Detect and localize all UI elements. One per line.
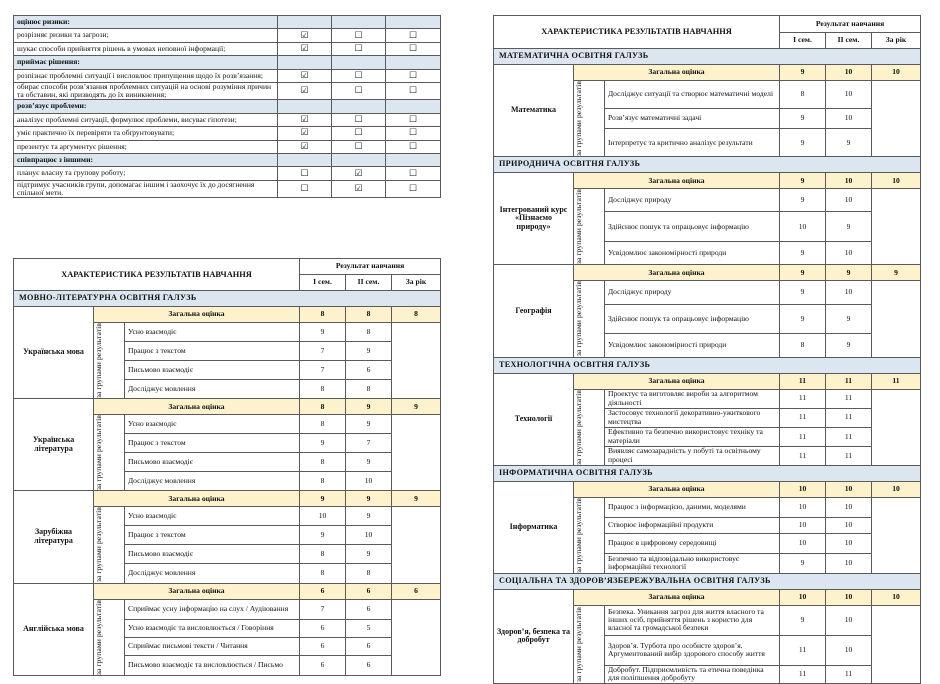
area-title: ІНФОРМАТИЧНА ОСВІТНЯ ГАЛУЗЬ (494, 465, 921, 481)
subject-name: Здоров’я, безпека та добробут (494, 589, 574, 683)
skill-row (14, 42, 441, 55)
result-label: Письмово взаємодіє (125, 361, 300, 380)
total-score: 9 (392, 491, 441, 507)
result-label: Проектує та виготовляє вироби за алгоритмом діяльності (605, 389, 780, 408)
group-label-cell (574, 389, 605, 465)
skill-row (14, 167, 441, 180)
checkbox-icon: ☐ (386, 167, 441, 180)
skill-row (14, 127, 441, 140)
score-sem2: 10 (826, 635, 872, 665)
group-label: за групами результатів (94, 599, 103, 675)
skill-group-label: співпрацює з іншими: (14, 153, 278, 166)
group-label-cell (574, 605, 605, 683)
score-sem1: 9 (780, 189, 826, 212)
year-empty (392, 507, 441, 583)
result-label: Безпечно та відповідально використовує інформаційні технології (605, 553, 780, 573)
checkbox-icon: ☐ (386, 69, 441, 82)
result-label: Працює з текстом (125, 434, 300, 453)
total-score: 10 (872, 589, 921, 605)
result-label: Працює з текстом (125, 526, 300, 545)
subject-name: Інформатика (494, 481, 574, 573)
score-sem1: 11 (780, 665, 826, 683)
subject-total-row (14, 491, 441, 507)
score-sem2: 9 (346, 453, 392, 472)
score-sem2: 11 (826, 446, 872, 465)
skill-label: підтримує учасників групи, допомагає іншим і заохочує їх до досягнення спільної мети. (14, 180, 278, 197)
total-score: 8 (346, 307, 392, 323)
total-label: Загальна оцінка (94, 307, 300, 323)
result-label: Усно взаємодіє (125, 507, 300, 526)
subject-total-row (494, 589, 921, 605)
subject-name: Українська мова (14, 307, 94, 399)
area-row (494, 49, 921, 65)
result-label: Безпека. Уникання загроз для життя власного та інших осіб, прийняття рішень з користю для власної та громадської безпеки (605, 605, 780, 635)
score-sem2: 5 (346, 619, 392, 637)
total-label: Загальна оцінка (574, 65, 780, 81)
total-label: Загальна оцінка (574, 265, 780, 281)
score-sem1: 8 (780, 334, 826, 357)
skill-group-row (14, 16, 441, 29)
score-sem2: 10 (826, 497, 872, 517)
result-label: Усвідомлює закономірності природи (605, 242, 780, 265)
group-label: за групами результатів (574, 606, 583, 682)
skill-label: планує власну та групову роботу; (14, 167, 278, 180)
total-label: Загальна оцінка (574, 173, 780, 189)
col-year: За рік (392, 275, 441, 291)
total-score: 9 (392, 399, 441, 415)
skill-row (14, 82, 441, 99)
score-sem1: 10 (300, 507, 346, 526)
score-sem2: 11 (826, 408, 872, 427)
score-sem2: 9 (346, 545, 392, 564)
result-label: Досліджує мовлення (125, 564, 300, 583)
score-sem1: 6 (300, 619, 346, 637)
total-label: Загальна оцінка (574, 481, 780, 497)
score-sem2: 10 (346, 526, 392, 545)
score-sem2: 9 (346, 415, 392, 434)
score-sem1: 11 (780, 427, 826, 446)
score-sem1: 9 (780, 129, 826, 157)
subject-name: Географія (494, 265, 574, 357)
skill-row (14, 69, 441, 82)
empty-cell (386, 56, 441, 69)
score-sem1: 11 (780, 389, 826, 408)
result-label: Досліджує мовлення (125, 472, 300, 491)
result-label: Усно взаємодіє та висловлюється / Говоріння (125, 619, 300, 637)
area-row (494, 465, 921, 481)
empty-cell (278, 16, 332, 29)
area-title: СОЦІАЛЬНА ТА ЗДОРОВ’ЯЗБЕРЕЖУВАЛЬНА ОСВІТНЯ ГАЛУЗЬ (494, 573, 921, 589)
result-label: Сприймає письмові тексти / Читання (125, 637, 300, 655)
subject-name: Інтегрований курс «Пізнаємо природу» (494, 173, 574, 265)
score-sem2: 7 (346, 434, 392, 453)
result-label: Усно взаємодіє (125, 415, 300, 434)
checkbox-icon: ☐ (332, 42, 386, 55)
col-year: За рік (872, 33, 921, 49)
total-score: 10 (780, 589, 826, 605)
subject-total-row (14, 583, 441, 599)
score-sem2: 11 (826, 427, 872, 446)
skill-label: розпізнає проблемні ситуації і висловлює припущення щодо їх розв’язання; (14, 69, 278, 82)
empty-cell (278, 100, 332, 113)
score-sem2: 10 (826, 242, 872, 265)
total-label: Загальна оцінка (94, 399, 300, 415)
skill-row (14, 113, 441, 126)
total-score: 10 (872, 65, 921, 81)
checkbox-icon: ☐ (278, 180, 332, 197)
total-score: 8 (300, 307, 346, 323)
empty-cell (386, 153, 441, 166)
score-sem1: 8 (300, 415, 346, 434)
skill-group-label: приймає рішення: (14, 56, 278, 69)
result-label: Досліджує природу (605, 189, 780, 212)
skill-group-row (14, 56, 441, 69)
table-title: ХАРАКТЕРИСТИКА РЕЗУЛЬТАТІВ НАВЧАННЯ (494, 16, 780, 49)
checkbox-icon: ☐ (332, 113, 386, 126)
score-sem1: 9 (300, 323, 346, 342)
area-title: ПРИРОДНИЧА ОСВІТНЯ ГАЛУЗЬ (494, 157, 921, 173)
score-sem1: 10 (780, 533, 826, 553)
result-header: Результат навчання (780, 16, 921, 33)
area-title: МОВНО-ЛІТЕРАТУРНА ОСВІТНЯ ГАЛУЗЬ (14, 291, 441, 307)
checkbox-icon: ☑ (278, 69, 332, 82)
score-sem2: 11 (826, 665, 872, 683)
empty-cell (386, 16, 441, 29)
score-sem1: 8 (780, 81, 826, 109)
score-sem2: 10 (826, 281, 872, 304)
result-label: Працює в цифровому середовищі (605, 533, 780, 553)
total-score: 9 (346, 399, 392, 415)
total-score: 10 (872, 481, 921, 497)
skill-row (14, 180, 441, 197)
skills-checklist-table (13, 15, 441, 198)
score-sem1: 9 (300, 434, 346, 453)
score-sem2: 10 (826, 517, 872, 533)
skill-label: обирає способи розв’язання проблемних ситуацій на основі розуміння причин та обставин, які призводять до їх виникнення; (14, 82, 278, 99)
group-label: за групами результатів (94, 507, 103, 583)
score-sem1: 8 (300, 380, 346, 399)
empty-cell (332, 153, 386, 166)
score-sem2: 9 (826, 304, 872, 334)
score-sem2: 10 (826, 553, 872, 573)
score-sem1: 7 (300, 342, 346, 361)
result-label: Досліджує ситуації та створює математичні моделі (605, 81, 780, 109)
total-score: 11 (872, 373, 921, 389)
score-sem1: 9 (300, 526, 346, 545)
result-label: Досліджує природу (605, 281, 780, 304)
skill-group-row (14, 153, 441, 166)
skill-label: уміє практично їх перевіряти та обґрунтовувати; (14, 127, 278, 140)
col-sem2: ІІ сем. (346, 275, 392, 291)
checkbox-icon: ☐ (386, 127, 441, 140)
total-score: 9 (300, 491, 346, 507)
score-sem2: 10 (826, 533, 872, 553)
score-sem1: 10 (780, 212, 826, 242)
group-label: за групами результатів (94, 415, 103, 491)
score-sem2: 10 (826, 108, 872, 129)
total-score: 10 (826, 589, 872, 605)
empty-cell (332, 16, 386, 29)
group-label-cell (94, 599, 125, 675)
score-sem1: 7 (300, 599, 346, 619)
result-label: Ефективно та безпечно використовує техніку та матеріали (605, 427, 780, 446)
score-sem1: 11 (780, 408, 826, 427)
score-sem1: 8 (300, 453, 346, 472)
checkbox-icon: ☑ (278, 140, 332, 153)
subject-total-row (494, 481, 921, 497)
left-results-table (13, 258, 441, 676)
area-row (494, 157, 921, 173)
year-empty (872, 389, 921, 465)
total-score: 9 (346, 491, 392, 507)
result-label: Усвідомлює закономірності природи (605, 334, 780, 357)
result-label: Виявляє самозарадність у побуті та освітньому процесі (605, 446, 780, 465)
score-sem2: 10 (826, 81, 872, 109)
total-label: Загальна оцінка (94, 491, 300, 507)
result-label: Усно взаємодіє (125, 323, 300, 342)
checkbox-icon: ☐ (386, 113, 441, 126)
skill-label: шукає способи прийняття рішень в умовах неповної інформації; (14, 42, 278, 55)
year-empty (872, 81, 921, 157)
result-label: Працює з інформацією, даними, моделями (605, 497, 780, 517)
score-sem1: 8 (300, 545, 346, 564)
empty-cell (332, 56, 386, 69)
year-empty (392, 323, 441, 399)
group-label-cell (574, 189, 605, 265)
score-sem1: 9 (780, 242, 826, 265)
total-score: 6 (300, 583, 346, 599)
total-score: 10 (826, 173, 872, 189)
checkbox-icon: ☐ (386, 82, 441, 99)
checkbox-icon: ☑ (278, 127, 332, 140)
checkbox-icon: ☐ (386, 180, 441, 197)
right-results-table (493, 15, 921, 684)
col-sem1: І сем. (300, 275, 346, 291)
checkbox-icon: ☐ (332, 69, 386, 82)
year-empty (872, 281, 921, 357)
result-label: Досліджує мовлення (125, 380, 300, 399)
group-label-cell (574, 81, 605, 157)
total-score: 8 (392, 307, 441, 323)
group-label-cell (94, 323, 125, 399)
year-empty (872, 189, 921, 265)
subject-name: Українська література (14, 399, 94, 491)
result-label: Письмово взаємодіє (125, 545, 300, 564)
skill-group-row (14, 100, 441, 113)
result-label: Письмово взаємодіє (125, 453, 300, 472)
area-row (494, 573, 921, 589)
score-sem1: 8 (300, 472, 346, 491)
empty-cell (332, 100, 386, 113)
checkbox-icon: ☐ (332, 82, 386, 99)
checkbox-icon: ☐ (278, 167, 332, 180)
total-score: 10 (872, 173, 921, 189)
empty-cell (386, 100, 441, 113)
group-label-cell (574, 281, 605, 357)
group-label: за групами результатів (574, 497, 583, 573)
subject-name: Англійська мова (14, 583, 94, 675)
year-empty (872, 605, 921, 683)
result-label: Здійснює пошук та опрацьовує інформацію (605, 304, 780, 334)
total-label: Загальна оцінка (574, 373, 780, 389)
total-score: 10 (780, 481, 826, 497)
checkbox-icon: ☐ (386, 140, 441, 153)
result-label: Створює інформаційні продукти (605, 517, 780, 533)
score-sem1: 9 (780, 281, 826, 304)
table-title: ХАРАКТЕРИСТИКА РЕЗУЛЬТАТІВ НАВЧАННЯ (14, 259, 300, 291)
score-sem2: 8 (346, 564, 392, 583)
checkbox-icon: ☐ (386, 29, 441, 42)
score-sem2: 6 (346, 361, 392, 380)
result-label: Здоров’я. Турбота про особисте здоров’я. Аргументований вибір здорового способу життя (605, 635, 780, 665)
score-sem1: 9 (780, 605, 826, 635)
score-sem1: 7 (300, 361, 346, 380)
group-label-cell (94, 507, 125, 583)
subject-name: Зарубіжна література (14, 491, 94, 583)
empty-cell (278, 56, 332, 69)
skill-label: презентує та аргументує рішення; (14, 140, 278, 153)
score-sem1: 11 (780, 635, 826, 665)
subject-total-row (494, 173, 921, 189)
score-sem2: 11 (826, 389, 872, 408)
score-sem2: 9 (346, 507, 392, 526)
score-sem1: 9 (780, 108, 826, 129)
subject-name: Математика (494, 65, 574, 157)
subject-total-row (494, 65, 921, 81)
checkbox-icon: ☐ (332, 127, 386, 140)
group-label: за групами результатів (574, 389, 583, 465)
empty-cell (278, 153, 332, 166)
result-label: Письмово взаємодіє та висловлюється / Письмо (125, 655, 300, 675)
score-sem2: 9 (826, 212, 872, 242)
score-sem1: 8 (300, 564, 346, 583)
subject-name: Технології (494, 373, 574, 465)
total-score: 6 (392, 583, 441, 599)
total-score: 9 (780, 173, 826, 189)
area-row (494, 357, 921, 373)
group-label-cell (94, 415, 125, 491)
total-label: Загальна оцінка (574, 589, 780, 605)
area-title: ТЕХНОЛОГІЧНА ОСВІТНЯ ГАЛУЗЬ (494, 357, 921, 373)
total-score: 10 (826, 481, 872, 497)
result-label: Працює з текстом (125, 342, 300, 361)
checkbox-icon: ☐ (386, 42, 441, 55)
score-sem2: 6 (346, 655, 392, 675)
total-score: 9 (780, 265, 826, 281)
year-empty (392, 415, 441, 491)
result-header: Результат навчання (300, 259, 441, 275)
score-sem1: 9 (780, 553, 826, 573)
checkbox-icon: ☐ (332, 29, 386, 42)
score-sem2: 9 (826, 129, 872, 157)
skill-row (14, 29, 441, 42)
result-label: Сприймає усну інформацію на слух / Аудіювання (125, 599, 300, 619)
score-sem2: 10 (826, 189, 872, 212)
total-score: 11 (826, 373, 872, 389)
checkbox-icon: ☑ (332, 167, 386, 180)
checkbox-icon: ☑ (278, 82, 332, 99)
score-sem1: 6 (300, 655, 346, 675)
score-sem1: 9 (780, 304, 826, 334)
total-label: Загальна оцінка (94, 583, 300, 599)
score-sem2: 8 (346, 380, 392, 399)
score-sem1: 10 (780, 517, 826, 533)
group-label: за групами результатів (574, 189, 583, 265)
checkbox-icon: ☑ (278, 42, 332, 55)
score-sem1: 11 (780, 446, 826, 465)
subject-total-row (494, 373, 921, 389)
total-score: 11 (780, 373, 826, 389)
skill-group-label: оцінює ризики: (14, 16, 278, 29)
total-score: 6 (346, 583, 392, 599)
subject-total-row (14, 307, 441, 323)
checkbox-icon: ☑ (278, 113, 332, 126)
subject-total-row (14, 399, 441, 415)
checkbox-icon: ☑ (278, 29, 332, 42)
group-label: за групами результатів (574, 81, 583, 157)
score-sem2: 10 (346, 472, 392, 491)
score-sem2: 9 (826, 334, 872, 357)
skill-group-label: розв’язує проблеми: (14, 100, 278, 113)
skill-label: аналізує проблемні ситуації, формулює проблеми, висуває гіпотези; (14, 113, 278, 126)
score-sem1: 6 (300, 637, 346, 655)
skill-row (14, 140, 441, 153)
checkbox-icon: ☑ (332, 180, 386, 197)
skill-label: розрізняє ризики та загрози; (14, 29, 278, 42)
area-title: МАТЕМАТИЧНА ОСВІТНЯ ГАЛУЗЬ (494, 49, 921, 65)
subject-total-row (494, 265, 921, 281)
result-label: Здійснює пошук та опрацьовує інформацію (605, 212, 780, 242)
score-sem2: 10 (826, 605, 872, 635)
col-sem1: І сем. (780, 33, 826, 49)
total-score: 10 (826, 65, 872, 81)
group-label: за групами результатів (574, 281, 583, 357)
group-label: за групами результатів (94, 323, 103, 399)
total-score: 9 (826, 265, 872, 281)
total-score: 8 (300, 399, 346, 415)
score-sem1: 10 (780, 497, 826, 517)
score-sem2: 6 (346, 637, 392, 655)
score-sem2: 9 (346, 342, 392, 361)
result-label: Розв’язує математичні задачі (605, 108, 780, 129)
checkbox-icon: ☐ (332, 140, 386, 153)
year-empty (872, 497, 921, 573)
score-sem2: 6 (346, 599, 392, 619)
col-sem2: ІІ сем. (826, 33, 872, 49)
result-label: Інтерпретує та критично аналізує результати (605, 129, 780, 157)
total-score: 9 (872, 265, 921, 281)
result-label: Застосовує технології декоративно-ужиткового мистецтва (605, 408, 780, 427)
result-label: Добробут. Підприємливість та етична поведінка для поліпшення добробуту (605, 665, 780, 683)
total-score: 9 (780, 65, 826, 81)
year-empty (392, 599, 441, 675)
score-sem2: 8 (346, 323, 392, 342)
group-label-cell (574, 497, 605, 573)
